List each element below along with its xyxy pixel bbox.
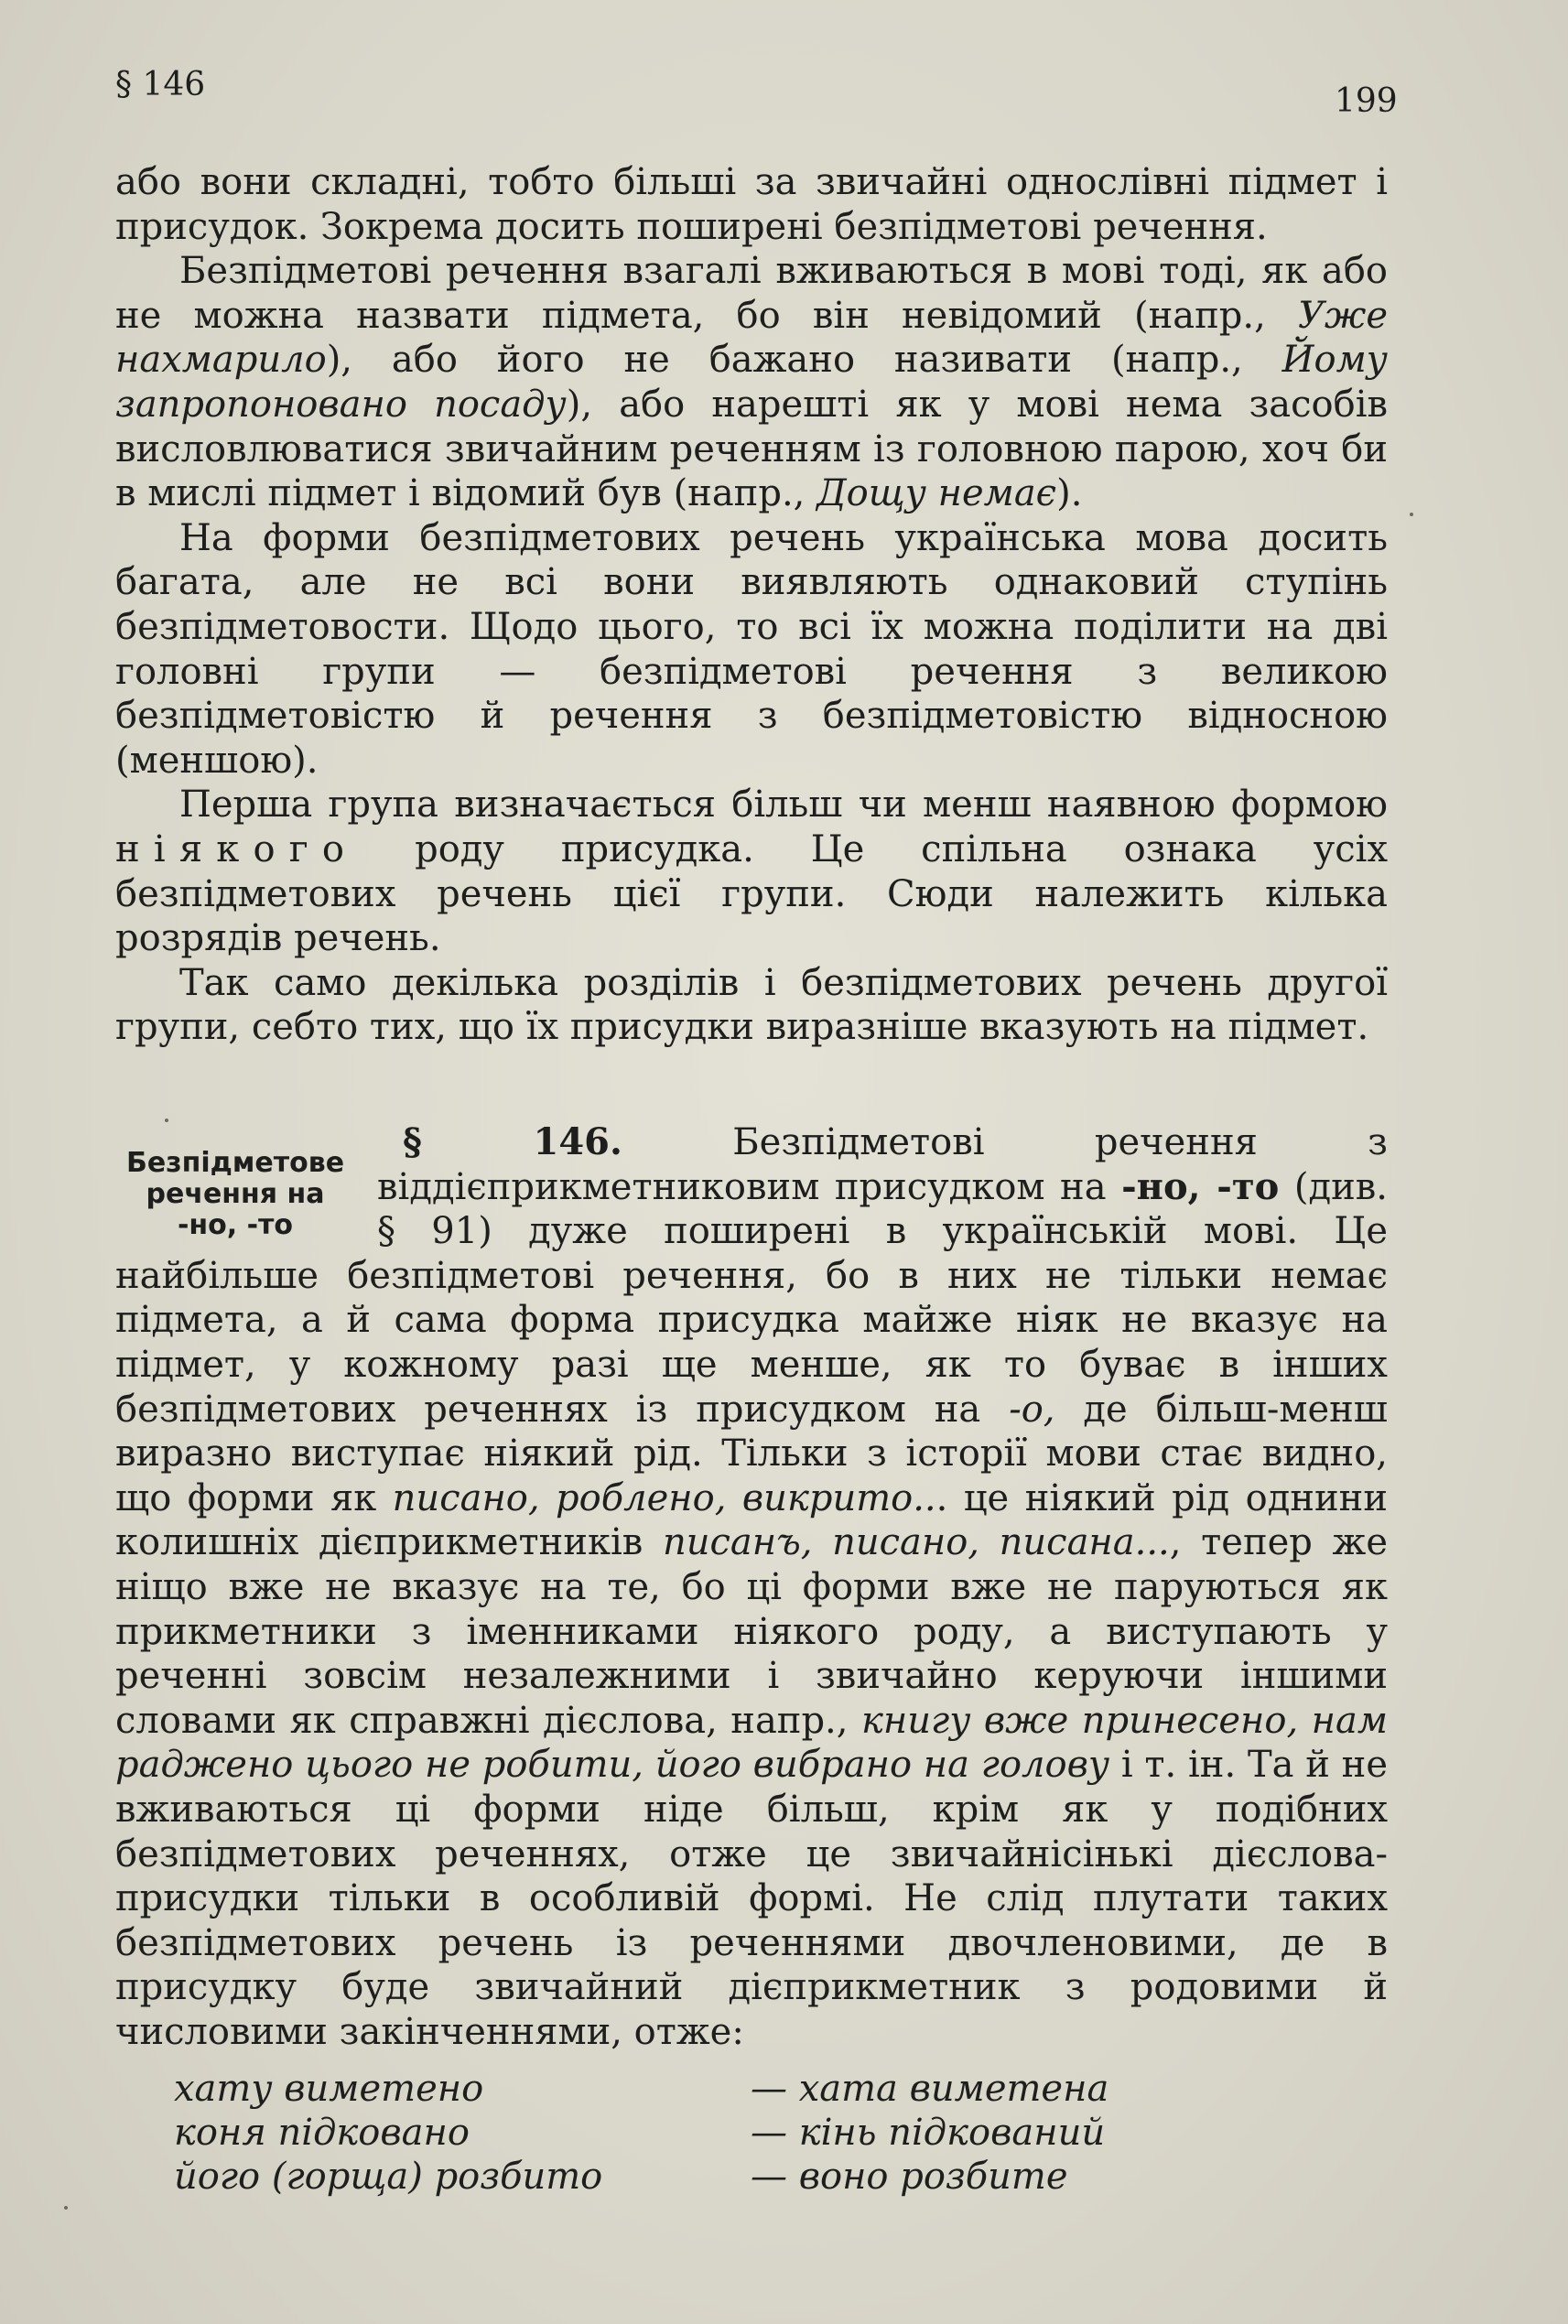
page-number: 199 — [1335, 82, 1398, 120]
running-head: § 146 — [115, 66, 206, 103]
text-run: На форми безпідметових речень українська мова досить багата, але не всі вони виявляють однаковий ступінь безпідметовости. Щодо цього, то всі їх можна поділити на дві головні групи — безпідметові речення з великою безпідметовістю й речення з безпідметовістю відносною (меншою). — [115, 516, 1388, 782]
body-text — [115, 160, 1388, 1050]
italic-text: писанъ, писано, писана... — [662, 1521, 1170, 1564]
text-run: (див. § 91) дуже поширені в українській мові. Це найбільше безпідметові речення, бо в них не тільки немає підмета, а й сама форма присудка майже ніяк не вказує на підмет, у кожному разі ще менше, як то буває в інших безпідметових реченнях із присудком на — [115, 1165, 1389, 1431]
example-left: його (горща) розбито — [174, 2156, 603, 2198]
body-paragraph — [115, 783, 1388, 960]
side-heading-line: Безпідметове — [125, 1147, 345, 1179]
text-run: ). — [1056, 472, 1083, 515]
example-right: — кінь підкований — [751, 2112, 1106, 2154]
text-run: Безпідметові речення взагалі вживаються в мові тоді, як або не можна назвати підмета, бо він невідомий (напр., — [115, 250, 1388, 337]
bold-text: -но, -то — [1121, 1164, 1280, 1208]
paragraph-number: § 146. — [403, 1120, 622, 1163]
italic-text: Йому запропоновано посаду — [115, 339, 1388, 426]
section-paragraph — [115, 1120, 1388, 2054]
text-run: , тепер же ніщо вже не вказує на те, бо ці форми вже не паруються як прикметники з іменниками ніякого роду, а виступають у реченні зовсім незалежними і звичайно керуючи іншими словами як справжні дієслова, напр., — [115, 1521, 1388, 1742]
paper-speck — [1410, 513, 1413, 516]
spaced-text: ніякого — [115, 827, 359, 870]
section-146 — [115, 1120, 1388, 2054]
text-run: де більш-менш виразно виступає ніякий рід. Тільки з історії мови стає видно, що форми як — [115, 1388, 1388, 1519]
example-row — [174, 2067, 1108, 2111]
side-heading — [115, 1148, 355, 1241]
paper-speck — [64, 2206, 68, 2210]
italic-text: -о, — [1009, 1388, 1055, 1431]
text-run: роду присудка. Це спільна ознака усіх безпідметових речень цієї групи. Сюди належить кілька розрядів речень. — [115, 827, 1388, 960]
text-run: ), або нарешті як у мові нема засобів висловлюватися звичайним реченням із головною парою, хоч би в мислі підмет і відомий був (напр., — [115, 383, 1389, 515]
italic-text: Дощу немає — [816, 472, 1057, 515]
text-run: і т. ін. Та й не вживаються ці форми ніде більш, крім як у подібних безпідметових реченнях, отже це звичайнісінькі дієслова-присудки тільки в особливій формі. Не слід плутати таких безпідметових речень із реченнями двочленовими, де в присудку буде звичайний дієприкметник з родовими й числовими закінченнями, отже: — [115, 1744, 1388, 2053]
side-heading-line: -но, -то — [177, 1209, 294, 1241]
body-paragraph — [115, 249, 1388, 516]
example-right: — хата виметена — [751, 2068, 1109, 2110]
body-paragraph — [115, 160, 1388, 249]
examples-list — [174, 2067, 1108, 2199]
example-left: коня підковано — [174, 2112, 470, 2154]
body-paragraph — [115, 961, 1388, 1050]
italic-text: книгу вже принесено, нам раджено цього не робити, його вибрано на голову — [115, 1699, 1388, 1787]
text-run: Так само декілька розділів і безпідметових речень другої групи, себто тих, що їх присудки виразніше вказують на підмет. — [115, 961, 1388, 1049]
example-row — [174, 2111, 1108, 2155]
text-run: ), або його не бажано називати (напр., — [326, 339, 1282, 382]
example-row — [174, 2155, 1108, 2199]
body-paragraph — [115, 516, 1388, 784]
text-run: Перша група визначається більш чи менш наявною формою — [179, 784, 1388, 827]
text-run: або вони складні, тобто більші за звичайні однослівні підмет і присудок. Зокрема досить поширені безпідметові речення. — [115, 161, 1388, 248]
paper-speck — [165, 1119, 168, 1122]
italic-text: Уже нахмарило — [115, 294, 1388, 382]
example-right: — воно розбите — [751, 2156, 1068, 2198]
italic-text: писано, роблено, викрито.. — [392, 1476, 936, 1519]
example-left: хату виметено — [174, 2068, 484, 2110]
side-heading-line: речення на — [146, 1178, 325, 1210]
text-run: . це ніякий рід однини колишніх дієприкметників — [115, 1476, 1389, 1564]
text-run: Безпідметові речення з віддієприкметниковим присудком на — [377, 1121, 1388, 1208]
